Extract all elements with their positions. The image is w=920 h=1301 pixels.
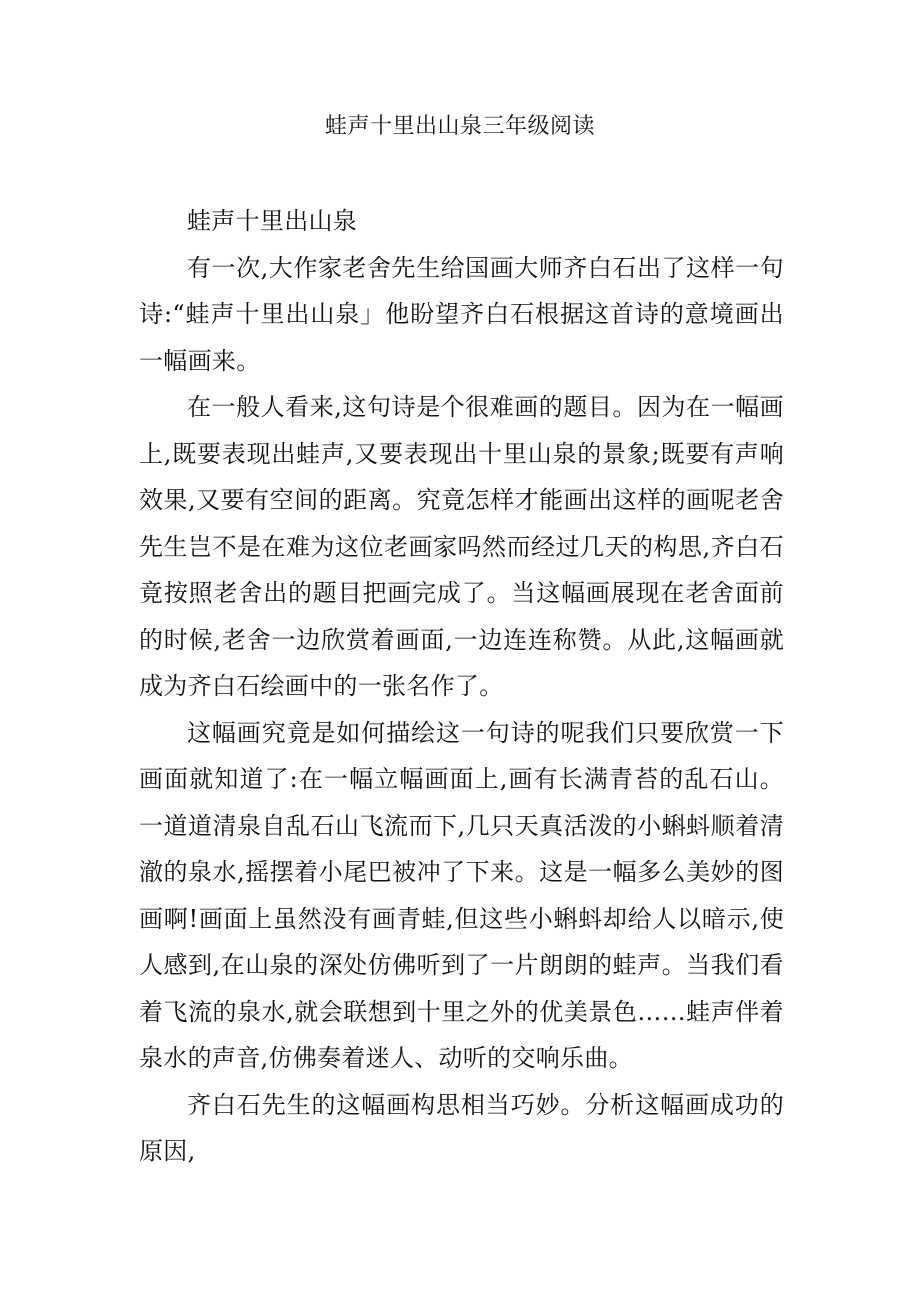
- paragraph-3: 这幅画究竟是如何描绘这一句诗的呢我们只要欣赏一下画面就知道了:在一幅立幅画面上,画有长满青苔的乱石山。一道道清泉自乱石山飞流而下,几只天真活泼的小蝌蚪顺着清澈的泉水,摇摆着小尾巴被冲了下来。这是一幅多么美妙的图画啊!画面上虽然没有画青蛙,但这些小蝌蚪却给人以暗示,使人感到,在山泉的深处仿佛听到了一片朗朗的蛙声。当我们看着飞流的泉水,就会联想到十里之外的优美景色……蛙声伴着泉水的声音,仿佛奏着迷人、动听的交响乐曲。: [139, 718, 784, 1072]
- paragraph-1: 有一次,大作家老舍先生给国画大师齐白石出了这样一句诗:“蛙声十里出山泉」他盼望齐白石根据这首诗的意境画出一幅画来。: [139, 253, 784, 375]
- document-body: [139, 198, 784, 1175]
- document-title: 蛙声十里出山泉三年级阅读: [324, 114, 595, 139]
- paragraph-4: 齐白石先生的这幅画构思相当巧妙。分析这幅画成功的原因,: [139, 1090, 784, 1165]
- article-subtitle: 蛙声十里出山泉: [187, 207, 358, 235]
- paragraph-2: 在一般人看来,这句诗是个很难画的题目。因为在一幅画上,既要表现出蛙声,又要表现出十里山泉的景象;既要有声响效果,又要有空间的距离。究竟怎样才能画出这样的画呢老舍先生岂不是在难为这位老画家吗然而经过几天的构思,齐白石竟按照老舍出的题目把画完成了。当这幅画展现在老舍面前的时候,老舍一边欣赏着画面,一边连连称赞。从此,这幅画就成为齐白石绘画中的一张名作了。: [139, 393, 784, 700]
